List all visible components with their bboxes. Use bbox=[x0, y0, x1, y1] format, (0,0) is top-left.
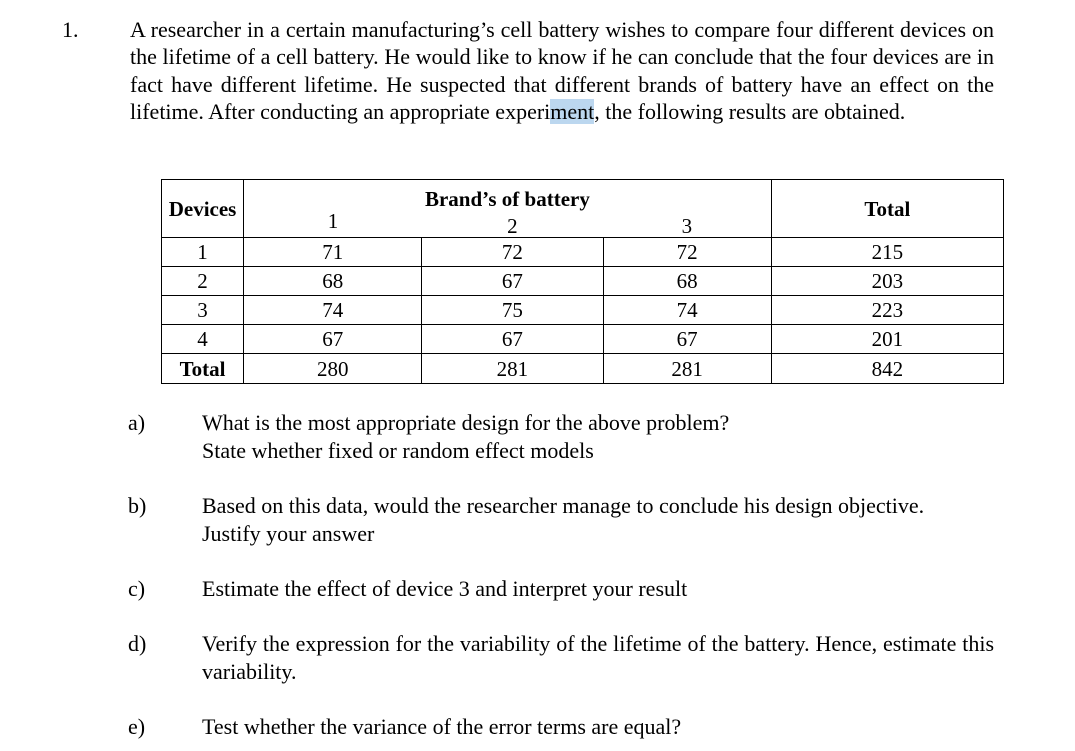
row-total-cell: 201 bbox=[771, 325, 1003, 354]
part-line: State whether fixed or random effect models bbox=[202, 437, 594, 463]
question-intro bbox=[130, 16, 994, 126]
brand-3-header: 3 bbox=[603, 210, 771, 238]
row-total-cell: 203 bbox=[771, 267, 1003, 296]
table-row bbox=[162, 238, 1004, 267]
intro-text-end: , the following results are obtained. bbox=[594, 99, 906, 125]
column-total-cell: 281 bbox=[603, 354, 771, 384]
value-cell: 67 bbox=[422, 267, 603, 296]
value-cell: 68 bbox=[244, 267, 422, 296]
value-cell: 72 bbox=[422, 238, 603, 267]
brand-2-header: 2 bbox=[422, 210, 603, 238]
table-row bbox=[162, 296, 1004, 325]
part-letter: d) bbox=[128, 631, 147, 656]
table-row bbox=[162, 267, 1004, 296]
grand-total-cell: 842 bbox=[771, 354, 1003, 384]
device-cell: 4 bbox=[162, 325, 244, 354]
battery-lifetime-table bbox=[161, 179, 1004, 384]
row-total-cell: 215 bbox=[771, 238, 1003, 267]
value-cell: 68 bbox=[603, 267, 771, 296]
part-c-text bbox=[202, 575, 994, 603]
row-total-cell: 223 bbox=[771, 296, 1003, 325]
device-cell: 1 bbox=[162, 238, 244, 267]
part-letter: a) bbox=[128, 410, 146, 435]
table-row bbox=[162, 325, 1004, 354]
brand-header: Brand’s of battery bbox=[244, 180, 772, 211]
selection-highlight: ment bbox=[550, 99, 595, 125]
value-cell: 71 bbox=[244, 238, 422, 267]
column-total-cell: 280 bbox=[244, 354, 422, 384]
device-cell: 2 bbox=[162, 267, 244, 296]
part-line: Test whether the variance of the error terms are equal? bbox=[202, 714, 682, 739]
part-letter: b) bbox=[128, 493, 147, 518]
value-cell: 67 bbox=[422, 325, 603, 354]
devices-header: Devices bbox=[162, 180, 244, 238]
value-cell: 72 bbox=[603, 238, 771, 267]
device-cell: 3 bbox=[162, 296, 244, 325]
part-line: Justify your answer bbox=[202, 520, 375, 546]
value-cell: 67 bbox=[244, 325, 422, 354]
column-total-cell: 281 bbox=[422, 354, 603, 384]
part-line: Based on this data, would the researcher manage to conclude his design objective. bbox=[202, 493, 925, 518]
value-cell: 74 bbox=[244, 296, 422, 325]
part-letter: c) bbox=[128, 576, 146, 601]
total-row bbox=[162, 354, 1004, 384]
intro-text: A researcher in a certain manufacturing’s cell battery wishes to compare four different devices on the lifetime of a cell battery. He would like to know if he can conclude that the four devices are in fact have different lifetime. He suspected that different brands of battery have an effect on the lifetime. After conducting an appropriate experi bbox=[130, 17, 994, 125]
part-line: Estimate the effect of device 3 and interpret your result bbox=[202, 576, 688, 601]
total-row-label: Total bbox=[162, 354, 244, 384]
part-d-text: Verify the expression for the variability of the lifetime of the battery. Hence, estimate this variability. bbox=[202, 631, 994, 684]
brand-1-header: 1 bbox=[244, 210, 422, 238]
total-header: Total bbox=[771, 180, 1003, 238]
part-a-text bbox=[202, 409, 994, 464]
value-cell: 75 bbox=[422, 296, 603, 325]
value-cell: 74 bbox=[603, 296, 771, 325]
part-letter: e) bbox=[128, 714, 146, 739]
part-line: What is the most appropriate design for the above problem? bbox=[202, 410, 730, 435]
part-e-text bbox=[202, 713, 994, 741]
value-cell: 67 bbox=[603, 325, 771, 354]
part-b-text bbox=[202, 492, 994, 547]
question-number: 1. bbox=[62, 17, 79, 42]
